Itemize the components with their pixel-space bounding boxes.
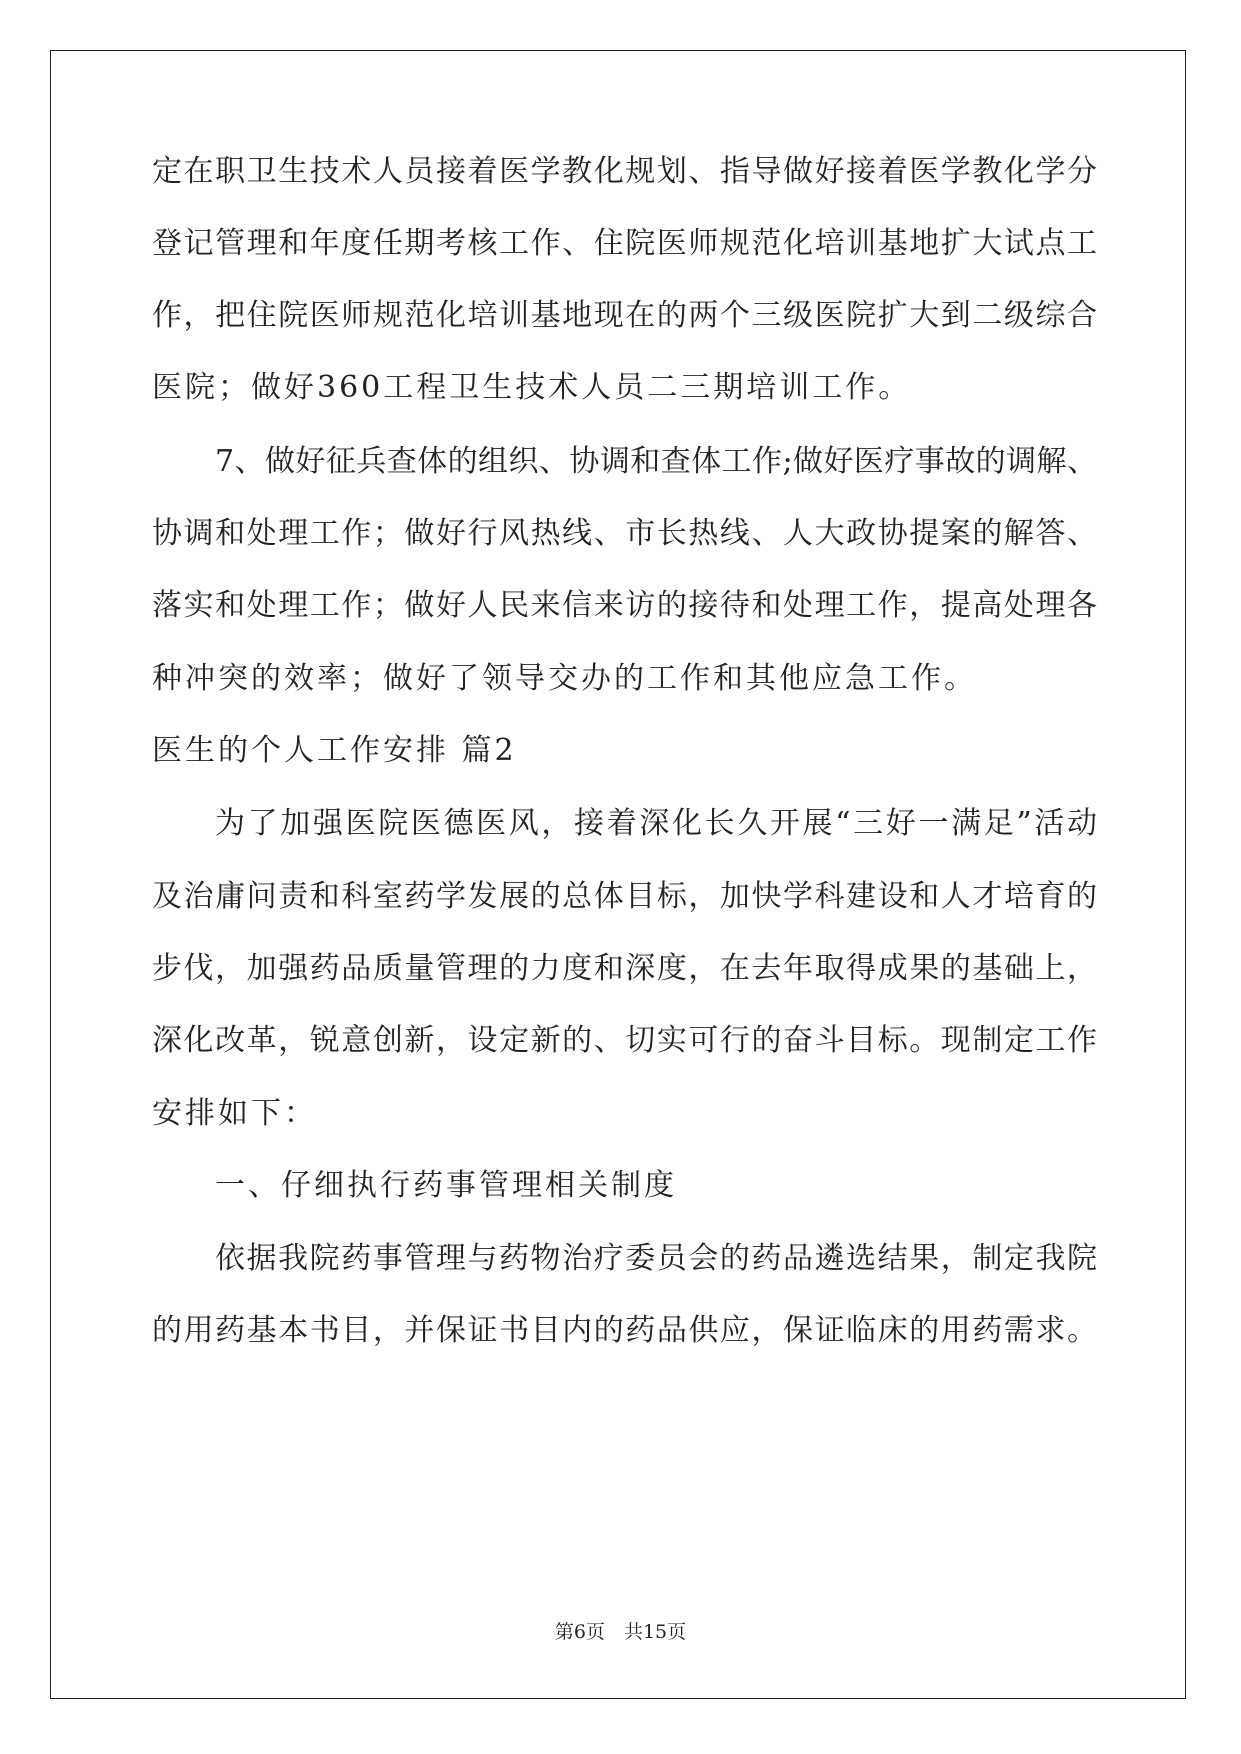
page-number-footer: 第6页 共15页 <box>554 1621 687 1643</box>
paragraph-line: 医院；做好360工程卫生技术人员二三期培训工作。 <box>152 370 912 405</box>
paragraph-line: 种冲突的效率；做好了领导交办的工作和其他应急工作。 <box>152 661 977 696</box>
section-heading: 医生的个人工作安排 篇2 <box>152 733 517 768</box>
paragraph-line: 依据我院药事管理与药物治疗委员会的药品遴选结果，制定我院 <box>215 1241 1097 1276</box>
paragraph-line: 7、做好征兵查体的组织、协调和查体工作;做好医疗事故的调解、 <box>215 444 1097 479</box>
paragraph-line: 定在职卫生技术人员接着医学教化规划、指导做好接着医学教化学分 <box>152 154 1097 189</box>
paragraph-line: 协调和处理工作；做好行风热线、市长热线、人大政协提案的解答、 <box>152 516 1097 551</box>
paragraph-line: 步伐，加强药品质量管理的力度和深度，在去年取得成果的基础上， <box>152 951 1097 986</box>
paragraph-line: 深化改革，锐意创新，设定新的、切实可行的奋斗目标。现制定工作 <box>152 1023 1097 1058</box>
paragraph-line: 的用药基本书目，并保证书目内的药品供应，保证临床的用药需求。 <box>152 1313 1097 1348</box>
paragraph-line: 安排如下： <box>152 1096 317 1131</box>
paragraph-line: 及治庸问责和科室药学发展的总体目标，加快学科建设和人才培育的 <box>152 879 1097 914</box>
paragraph-line: 作，把住院医师规范化培训基地现在的两个三级医院扩大到二级综合 <box>152 298 1097 333</box>
paragraph-line: 登记管理和年度任期考核工作、住院医师规范化培训基地扩大试点工 <box>152 226 1097 261</box>
subsection-title: 一、仔细执行药事管理相关制度 <box>215 1168 677 1203</box>
paragraph-line: 为了加强医院医德医风，接着深化长久开展“三好一满足”活动 <box>215 806 1097 841</box>
paragraph-line: 落实和处理工作；做好人民来信来访的接待和处理工作，提高处理各 <box>152 588 1097 623</box>
